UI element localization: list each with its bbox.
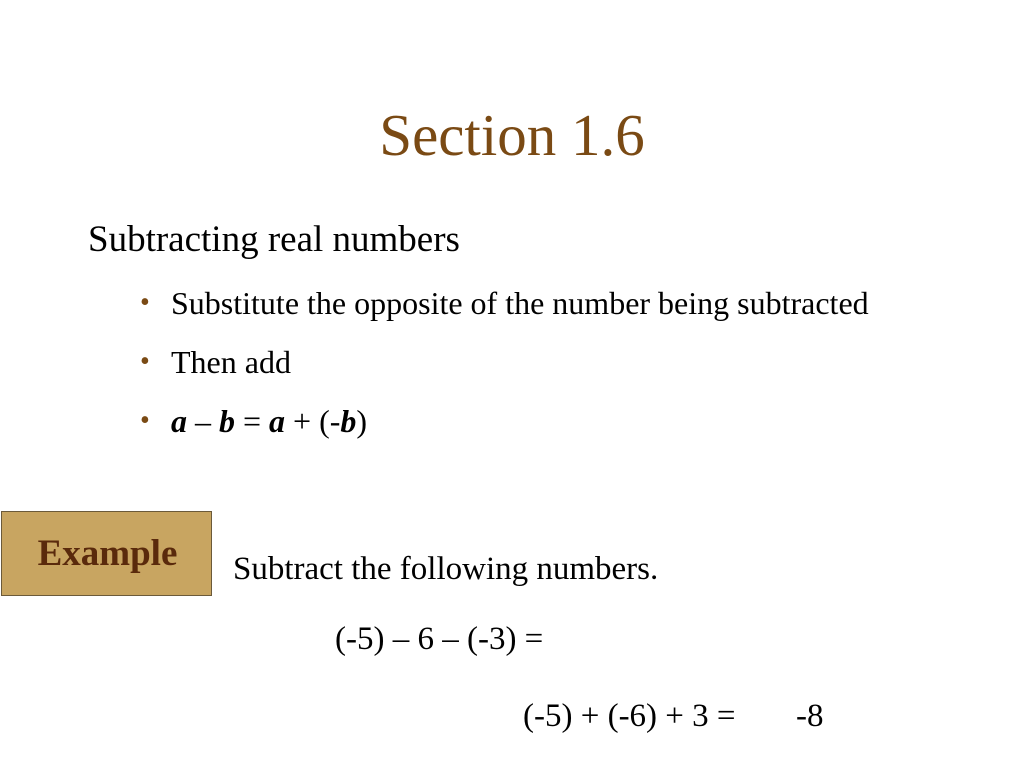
formula-var-a: a xyxy=(171,403,187,439)
bullet-list xyxy=(140,280,900,457)
bullet-text: Substitute the opposite of the number being subtracted xyxy=(171,285,869,321)
formula-var-a: a xyxy=(269,403,286,439)
bullet-marker: • xyxy=(140,287,150,318)
bullet-marker: • xyxy=(140,346,150,377)
example-instruction: Subtract the following numbers. xyxy=(233,551,659,587)
example-answer: -8 xyxy=(796,698,824,734)
slide-title: Section 1.6 xyxy=(379,102,645,168)
example-expression: (-5) – 6 – (-3) = xyxy=(335,621,544,657)
formula-plus-open: + (- xyxy=(285,403,341,439)
example-badge xyxy=(1,511,212,596)
formula-equals: = xyxy=(235,403,270,439)
bullet-item-formula xyxy=(140,398,900,444)
formula-close: ) xyxy=(356,403,368,439)
example-label: Example xyxy=(37,533,178,574)
formula-var-b: b xyxy=(219,403,235,439)
bullet-marker: • xyxy=(140,405,150,436)
bullet-text: Then add xyxy=(171,344,291,380)
bullet-item xyxy=(140,280,900,326)
bullet-item xyxy=(140,339,900,385)
formula-var-b: b xyxy=(340,403,357,439)
example-rewritten-expression: (-5) + (-6) + 3 = xyxy=(523,698,736,734)
section-heading: Subtracting real numbers xyxy=(88,219,460,260)
formula-minus: – xyxy=(187,403,219,439)
